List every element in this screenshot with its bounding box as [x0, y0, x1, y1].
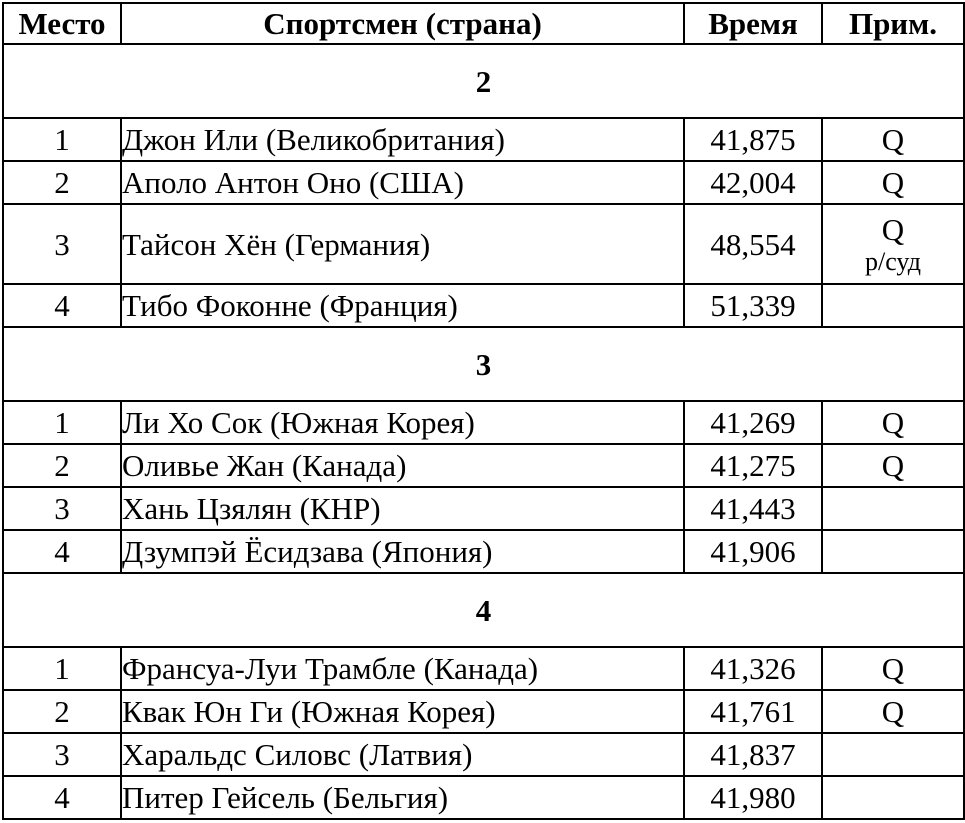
cell-time: 41,326 — [684, 647, 822, 690]
cell-athlete: Дзумпэй Ёсидзава (Япония) — [121, 530, 684, 573]
table-row — [3, 487, 964, 530]
cell-note: Q — [822, 161, 964, 204]
note-sub: р/суд — [864, 246, 921, 276]
cell-place: 4 — [3, 776, 121, 819]
cell-time: 41,837 — [684, 733, 822, 776]
cell-time: 41,980 — [684, 776, 822, 819]
heat-row — [3, 327, 964, 401]
cell-athlete: Хань Цзялян (КНР) — [121, 487, 684, 530]
cell-note — [822, 530, 964, 573]
cell-place: 2 — [3, 690, 121, 733]
cell-time: 41,443 — [684, 487, 822, 530]
cell-athlete: Аполо Антон Оно (США) — [121, 161, 684, 204]
note-main: Q — [881, 211, 905, 247]
table-row — [3, 161, 964, 204]
cell-note — [822, 733, 964, 776]
cell-place: 3 — [3, 733, 121, 776]
cell-note — [822, 776, 964, 819]
heat-label: 2 — [3, 44, 964, 118]
table-row — [3, 284, 964, 327]
table-row — [3, 118, 964, 161]
table-row — [3, 401, 964, 444]
cell-place: 4 — [3, 530, 121, 573]
cell-athlete: Джон Или (Великобритания) — [121, 118, 684, 161]
cell-place: 2 — [3, 444, 121, 487]
cell-athlete: Франсуа-Луи Трамбле (Канада) — [121, 647, 684, 690]
results-table — [2, 2, 965, 820]
header-note: Прим. — [822, 3, 964, 44]
cell-note: Q — [822, 444, 964, 487]
header-row — [3, 3, 964, 44]
cell-time: 41,761 — [684, 690, 822, 733]
header-place: Место — [3, 3, 121, 44]
table-row — [3, 733, 964, 776]
cell-time: 41,269 — [684, 401, 822, 444]
cell-time: 41,906 — [684, 530, 822, 573]
cell-time: 41,275 — [684, 444, 822, 487]
table-row — [3, 690, 964, 733]
cell-note: Q — [822, 118, 964, 161]
cell-time: 41,875 — [684, 118, 822, 161]
cell-athlete: Питер Гейсель (Бельгия) — [121, 776, 684, 819]
table-row — [3, 776, 964, 819]
cell-athlete: Тибо Фоконне (Франция) — [121, 284, 684, 327]
header-athlete: Спортсмен (страна) — [121, 3, 684, 44]
cell-athlete: Харальдс Силовс (Латвия) — [121, 733, 684, 776]
table-row — [3, 444, 964, 487]
cell-note — [822, 284, 964, 327]
cell-place: 3 — [3, 204, 121, 284]
cell-time: 51,339 — [684, 284, 822, 327]
header-time: Время — [684, 3, 822, 44]
cell-time: 42,004 — [684, 161, 822, 204]
cell-note: Q — [822, 401, 964, 444]
cell-place: 1 — [3, 647, 121, 690]
cell-athlete: Оливье Жан (Канада) — [121, 444, 684, 487]
cell-place: 1 — [3, 401, 121, 444]
cell-athlete: Ли Хо Сок (Южная Корея) — [121, 401, 684, 444]
cell-athlete: Квак Юн Ги (Южная Корея) — [121, 690, 684, 733]
cell-time: 48,554 — [684, 204, 822, 284]
cell-note: Q — [822, 690, 964, 733]
heat-label: 3 — [3, 327, 964, 401]
cell-place: 2 — [3, 161, 121, 204]
cell-note — [822, 204, 964, 284]
heat-label: 4 — [3, 573, 964, 647]
cell-place: 4 — [3, 284, 121, 327]
table-row — [3, 647, 964, 690]
cell-note — [822, 487, 964, 530]
cell-place: 3 — [3, 487, 121, 530]
heat-row — [3, 44, 964, 118]
table-row — [3, 530, 964, 573]
table-row — [3, 204, 964, 284]
heat-row — [3, 573, 964, 647]
cell-place: 1 — [3, 118, 121, 161]
cell-note: Q — [822, 647, 964, 690]
cell-athlete: Тайсон Хён (Германия) — [121, 204, 684, 284]
